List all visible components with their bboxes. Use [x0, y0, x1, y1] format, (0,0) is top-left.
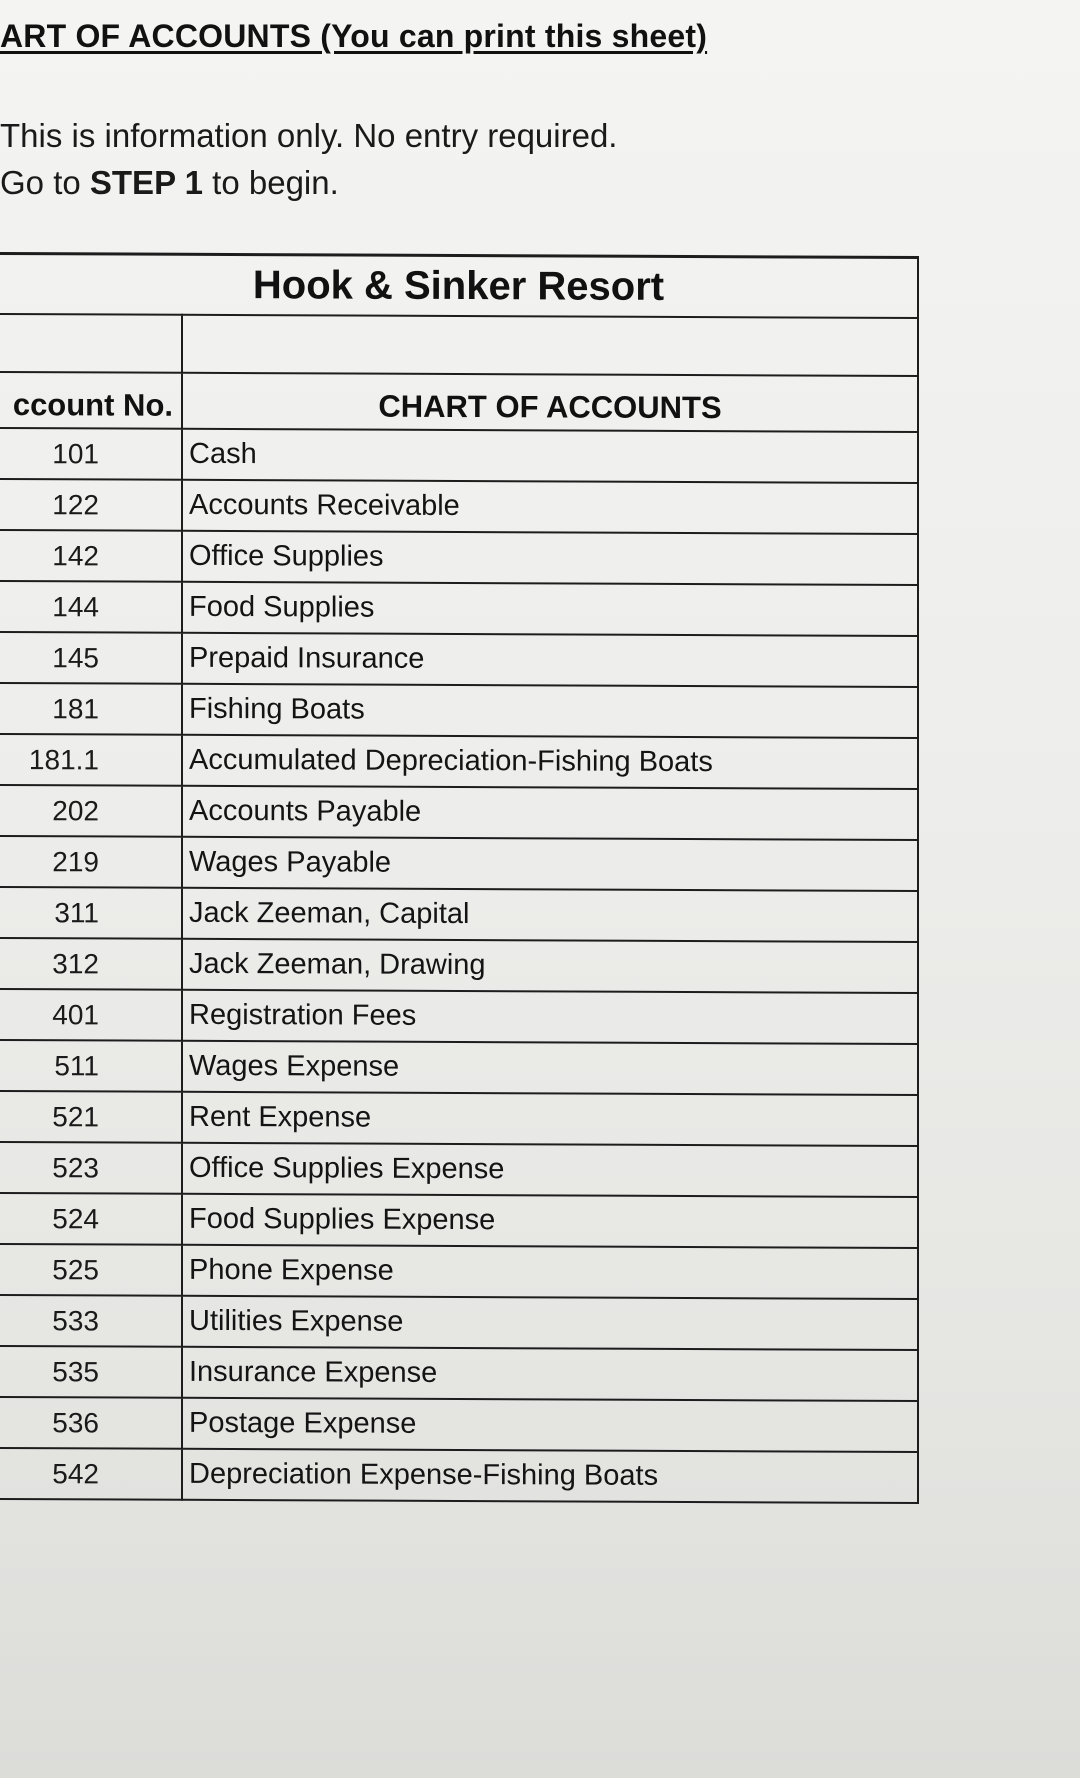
table-row [0, 1244, 918, 1299]
table-row [0, 530, 918, 585]
account-name: Food Supplies [182, 582, 918, 636]
account-number: 181.1 [0, 734, 182, 786]
account-name: Jack Zeeman, Capital [182, 888, 918, 942]
table-row [0, 1142, 918, 1197]
account-no-header: ccount No. [0, 372, 182, 429]
account-number: 533 [0, 1295, 182, 1347]
account-number: 312 [0, 938, 182, 990]
company-header-row [0, 254, 918, 319]
chart-of-accounts-table [0, 252, 919, 1504]
spacer-row [0, 314, 918, 376]
table-row [0, 836, 918, 891]
chart-of-accounts-header: CHART OF ACCOUNTS [182, 373, 918, 432]
instruction-line-1: This is information only. No entry required. [0, 117, 618, 154]
account-name: Insurance Expense [182, 1347, 918, 1401]
account-name: Wages Expense [182, 1041, 918, 1095]
account-name: Fishing Boats [182, 684, 918, 738]
table-row [0, 938, 918, 993]
account-name: Office Supplies [182, 531, 918, 585]
account-number: 524 [0, 1193, 182, 1245]
table-row [0, 1091, 918, 1146]
account-rows [0, 428, 918, 1503]
table-row [0, 632, 918, 687]
table-row [0, 479, 918, 534]
account-name: Wages Payable [182, 837, 918, 891]
table-row [0, 1295, 918, 1350]
instructions [0, 112, 617, 206]
table-row [0, 581, 918, 636]
table-row [0, 1040, 918, 1095]
account-number: 535 [0, 1346, 182, 1398]
spacer-cell-left [0, 314, 182, 373]
account-number: 311 [0, 887, 182, 939]
table-row [0, 428, 918, 483]
table-row [0, 785, 918, 840]
page-title: ART OF ACCOUNTS (You can print this sheet) [0, 18, 708, 54]
column-header-row [0, 372, 918, 432]
account-number: 536 [0, 1397, 182, 1449]
account-name: Rent Expense [182, 1092, 918, 1146]
account-number: 542 [0, 1448, 182, 1500]
account-name: Accounts Receivable [182, 480, 918, 534]
instruction-suffix: to begin. [203, 164, 339, 201]
instruction-line-2 [0, 159, 617, 206]
account-number: 523 [0, 1142, 182, 1194]
table-row [0, 734, 918, 789]
account-name: Prepaid Insurance [182, 633, 918, 687]
step-1-label: STEP 1 [89, 164, 204, 201]
account-name: Office Supplies Expense [182, 1143, 918, 1197]
account-number: 525 [0, 1244, 182, 1296]
instruction-prefix: Go to [0, 164, 90, 201]
account-name: Utilities Expense [182, 1296, 918, 1350]
table-row [0, 887, 918, 942]
account-name: Depreciation Expense-Fishing Boats [182, 1449, 918, 1503]
account-name: Accounts Payable [182, 786, 918, 840]
company-name: Hook & Sinker Resort [0, 254, 918, 319]
table-row [0, 1397, 918, 1452]
account-number: 521 [0, 1091, 182, 1143]
account-number: 122 [0, 479, 182, 531]
account-number: 202 [0, 785, 182, 837]
account-number: 181 [0, 683, 182, 735]
account-name: Registration Fees [182, 990, 918, 1044]
account-number: 144 [0, 581, 182, 633]
account-name: Jack Zeeman, Drawing [182, 939, 918, 993]
account-name: Accumulated Depreciation-Fishing Boats [182, 735, 918, 789]
account-number: 401 [0, 989, 182, 1041]
account-number: 142 [0, 530, 182, 582]
chart-of-accounts-sheet [0, 252, 918, 1608]
table-row [0, 1448, 918, 1503]
account-name: Cash [182, 429, 918, 483]
account-number: 219 [0, 836, 182, 888]
spacer-cell-right [182, 315, 918, 376]
account-name: Phone Expense [182, 1245, 918, 1299]
table-row [0, 989, 918, 1044]
account-name: Postage Expense [182, 1398, 918, 1452]
table-row [0, 1346, 918, 1401]
table-row [0, 1193, 918, 1248]
table-row [0, 683, 918, 738]
account-number: 145 [0, 632, 182, 684]
account-name: Food Supplies Expense [182, 1194, 918, 1248]
account-number: 511 [0, 1040, 182, 1092]
account-number: 101 [0, 428, 182, 480]
